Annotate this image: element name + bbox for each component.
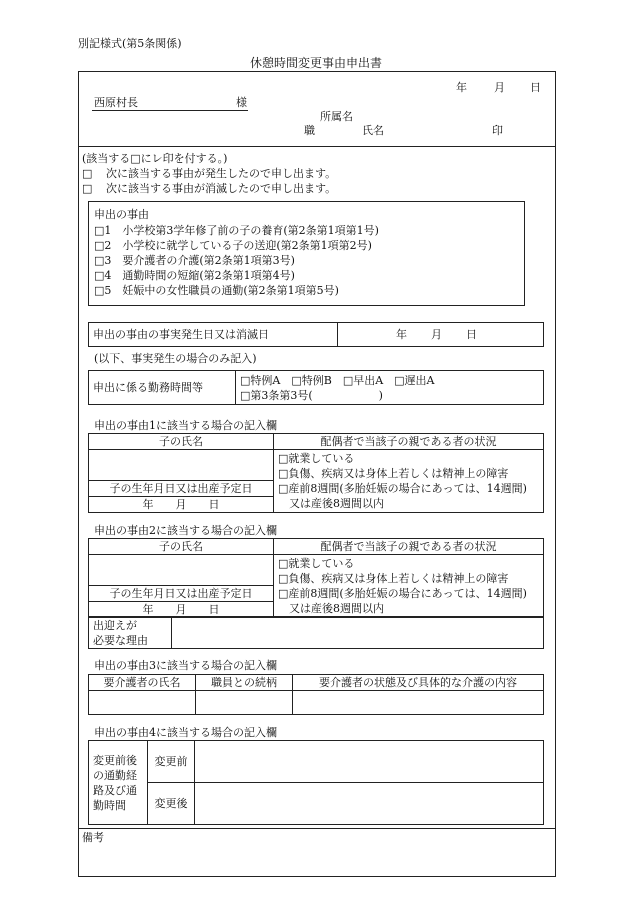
section1-table (88, 433, 544, 513)
occurrence-table (88, 322, 544, 347)
addressee-name: 西原村長 (94, 96, 138, 109)
pickup-reason-field[interactable] (172, 617, 544, 649)
option-text: 次に該当する事由が消滅したので申し出ます。 (106, 182, 337, 195)
section3-heading: 申出の事由3に該当する場合の記入欄 (94, 659, 277, 672)
pickup-reason-label: 出迎えが 必要な理由 (89, 617, 172, 649)
status-option[interactable]: □産前8週間(多胎妊娠の場合にあっては、14週間) (278, 587, 527, 600)
form-title: 休憩時間変更事由申出書 (250, 56, 383, 70)
reason-item[interactable]: □3 要介護者の介護(第2条第1項第3号) (94, 254, 295, 267)
work-hours-label: 申出に係る勤務時間等 (89, 371, 236, 405)
work-hours-line2: □第3条第3号( ) (240, 388, 383, 402)
occurrence-day: 日 (466, 328, 477, 341)
remarks-label: 備考 (82, 831, 104, 844)
birth-date-field[interactable]: 年 月 日 (142, 498, 220, 511)
post-label: 職 (304, 124, 315, 137)
form-label: 別記様式(第5条関係) (78, 37, 182, 50)
reason-item[interactable]: □4 通勤時間の短縮(第2条第1項第4号) (94, 269, 295, 282)
addressee-honorific: 様 (236, 96, 247, 109)
spouse-status-cell (274, 555, 544, 618)
date-day-label: 日 (530, 81, 541, 94)
child-name-field[interactable] (89, 450, 273, 481)
status-option[interactable]: □産前8週間(多胎妊娠の場合にあっては、14週間) (278, 482, 527, 495)
after-label: 変更後 (148, 783, 195, 825)
work-hours-line1: □特例A □特例B □早出A □遅出A (240, 373, 435, 387)
reason-item[interactable]: □2 小学校に就学している子の送迎(第2条第1項第2号) (94, 239, 372, 252)
child-info-cell (89, 450, 274, 513)
relationship-field[interactable] (196, 691, 293, 715)
occurrence-note: (以下、事実発生の場合のみ記入) (94, 352, 257, 365)
occurrence-date-field[interactable] (338, 323, 544, 347)
occurrence-label: 申出の事由の事実発生日又は消滅日 (89, 323, 338, 347)
status-option-cont: 又は産後8週間以内 (278, 602, 384, 615)
reason-item[interactable]: □1 小学校第3学年修了前の子の養育(第2条第1項第1号) (94, 224, 379, 237)
section2-table (88, 538, 544, 618)
remarks-divider (78, 828, 556, 829)
care-recipient-name-header: 要介護者の氏名 (89, 675, 196, 691)
status-option[interactable]: □負傷、疾病又は身体上若しくは精神上の障害 (278, 467, 509, 480)
before-field[interactable] (195, 741, 544, 783)
option-checkbox[interactable]: □ (82, 182, 93, 195)
status-option[interactable]: □就業している (278, 452, 355, 465)
reason-item[interactable]: □5 妊娠中の女性職員の通勤(第2条第1項第5号) (94, 284, 339, 297)
status-option-cont: 又は産後8週間以内 (278, 497, 384, 510)
status-option[interactable]: □負傷、疾病又は身体上若しくは精神上の障害 (278, 572, 509, 585)
child-name-field[interactable] (89, 555, 273, 586)
status-option[interactable]: □就業している (278, 557, 355, 570)
date-year-label: 年 (456, 81, 467, 94)
spouse-status-cell (274, 450, 544, 513)
pickup-reason-table (88, 616, 544, 649)
care-recipient-name-field[interactable] (89, 691, 196, 715)
affiliation-label: 所属名 (320, 110, 353, 123)
seal-label: 印 (492, 124, 503, 137)
care-content-header: 要介護者の状態及び具体的な介護の内容 (293, 675, 544, 691)
reasons-heading: 申出の事由 (94, 208, 149, 221)
divider (78, 146, 556, 147)
section4-table (88, 740, 544, 825)
addressee-underline (92, 110, 248, 111)
section4-heading: 申出の事由4に該当する場合の記入欄 (94, 726, 277, 739)
birth-date-field[interactable]: 年 月 日 (142, 603, 220, 616)
section2-heading: 申出の事由2に該当する場合の記入欄 (94, 524, 277, 537)
spouse-status-header: 配偶者で当該子の親である者の状況 (274, 434, 544, 450)
commute-route-label: 変更前後 の通勤経 路及び通 勤時間 (89, 741, 148, 825)
section1-heading: 申出の事由1に該当する場合の記入欄 (94, 419, 277, 432)
occurrence-year: 年 (396, 328, 407, 341)
child-name-header: 子の氏名 (89, 539, 274, 555)
instruction: (該当する□にレ印を付する。) (82, 152, 228, 165)
work-hours-table (88, 370, 544, 405)
section3-table (88, 674, 544, 715)
birth-label: 子の生年月日又は出産予定日 (89, 586, 273, 602)
birth-label: 子の生年月日又は出産予定日 (89, 481, 273, 497)
occurrence-month: 月 (431, 328, 442, 341)
before-label: 変更前 (148, 741, 195, 783)
care-content-field[interactable] (293, 691, 544, 715)
work-hours-options[interactable] (236, 371, 544, 405)
after-field[interactable] (195, 783, 544, 825)
child-info-cell (89, 555, 274, 618)
name-label: 氏名 (362, 124, 384, 137)
child-name-header: 子の氏名 (89, 434, 274, 450)
option-text: 次に該当する事由が発生したので申し出ます。 (106, 167, 337, 180)
option-checkbox[interactable]: □ (82, 167, 93, 180)
spouse-status-header: 配偶者で当該子の親である者の状況 (274, 539, 544, 555)
relationship-header: 職員との続柄 (196, 675, 293, 691)
date-month-label: 月 (494, 81, 505, 94)
